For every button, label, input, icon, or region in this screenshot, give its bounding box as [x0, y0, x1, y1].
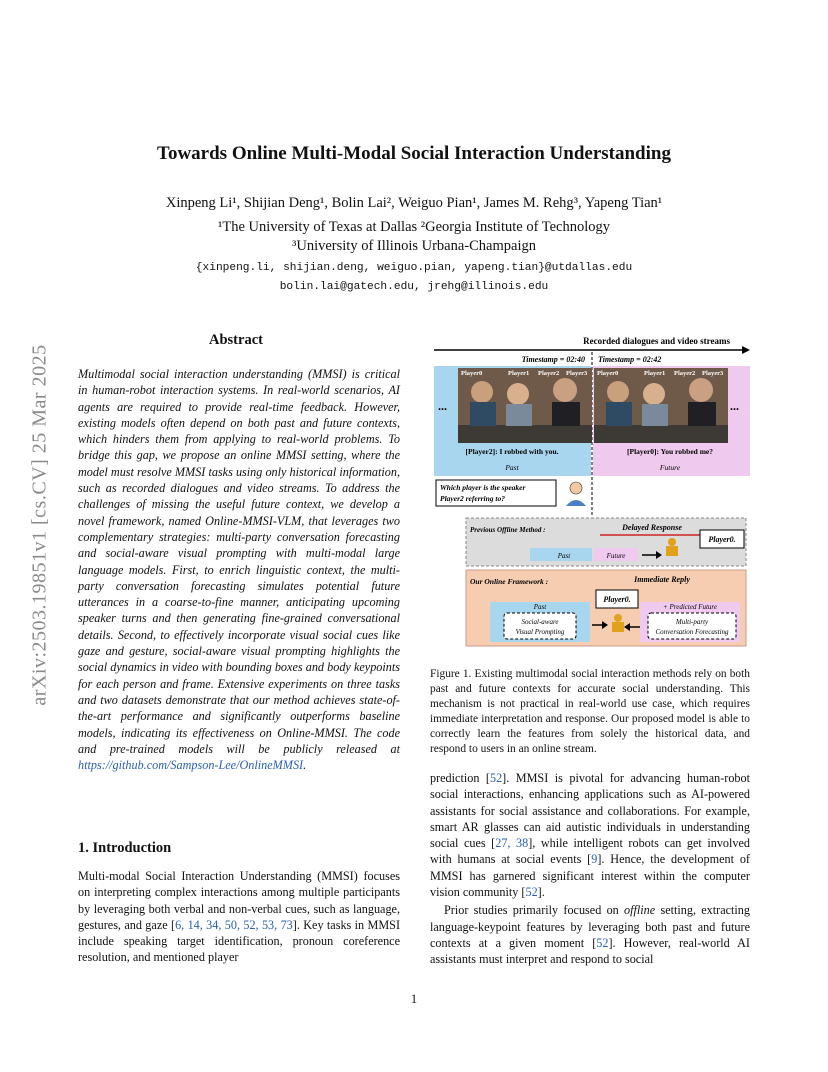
svg-text:...: ... — [438, 399, 447, 413]
citation-link[interactable]: 27, 38 — [495, 836, 529, 851]
svg-text:Player3: Player3 — [566, 370, 588, 377]
svg-text:Multi-party: Multi-party — [675, 618, 709, 626]
author-list: Xinpeng Li¹, Shijian Deng¹, Bolin Lai², Weiguo Pian¹, James M. Rehg³, Yapeng Tian¹ — [165, 195, 663, 211]
timestamp-right: Timestamp = 02:42 — [598, 355, 662, 364]
right-column-text: prediction [52]. MMSI is pivotal for advancing human-robot social interactions, enhancing applications such as AI-powered assistants for social assistance and collaborations. For example, smart AR glasses can aid autistic individuals in understanding social cues [27, 38], while intelligent robots can get involved with humans at social events [9]. Hence, the development of MMSI has garnered significant interest within the computer vision community [52]. Prior studies primarily focused on offline setting, extracting language-keypoint features by leveraging both past and future contexts at a given moment [52]. However, real-world AI assistants must interpret and respond to social — [430, 771, 750, 967]
utterance-past: [Player2]: I robbed with you. — [465, 447, 559, 456]
svg-text:Immediate Reply: Immediate Reply — [634, 575, 690, 584]
citation-link[interactable]: 52 — [489, 771, 503, 785]
svg-text:Player1: Player1 — [508, 370, 530, 377]
figure-top-label: Recorded dialogues and video streams — [583, 336, 730, 346]
affiliation-line-1: ¹The University of Texas at Dallas ²Georgia Institute of Technology — [217, 219, 611, 235]
svg-text:Player2: Player2 — [674, 370, 696, 377]
svg-text:Past: Past — [505, 463, 519, 472]
timestamp-left: Timestamp = 02:40 — [521, 355, 585, 364]
email-line-1: {xinpeng.li, shijian.deng, weiguo.pian, yapeng.tian}@utdallas.edu — [195, 262, 633, 274]
figure-caption: Figure 1. Existing multimodal social interaction methods rely on both past and future contexts for accurate social understanding. This mechanism is not practical in real-world use case, which requires immediate interpretation and response. Our proposed model is able to correctly learn the features from solely the historical data, and respond to users in an online stream. — [430, 668, 750, 755]
svg-text:Player1: Player1 — [644, 370, 666, 377]
svg-text:Player0: Player0 — [597, 370, 619, 377]
svg-text:Player3: Player3 — [702, 370, 724, 377]
code-link[interactable]: https://github.com/Sampson-Lee/OnlineMMSI — [78, 758, 304, 773]
affiliation-line-2: ³University of Illinois Urbana-Champaign — [292, 238, 536, 254]
svg-text:Visual Prompting: Visual Prompting — [515, 628, 565, 636]
svg-text:Future: Future — [659, 463, 681, 472]
citation-link[interactable]: 52 — [596, 935, 609, 950]
svg-text:Player2 referring to?: Player2 referring to? — [440, 494, 505, 503]
arxiv-stamp: arXiv:2503.19851v1 [cs.CV] 25 Mar 2025 — [28, 344, 51, 706]
robot-icon — [666, 546, 678, 556]
svg-text:Future: Future — [606, 552, 626, 560]
introduction-paragraph: Multi-modal Social Interaction Understanding (MMSI) focuses on interpreting complex interactions among multiple participants by leveraging both verbal and non-verbal cues, such as language, gestures, and gaze [6, 14, 34, 50, 52, 53, 73]. Key tasks in MMSI include speaking target identification, pronoun coreference resolution, and mentioned player — [78, 869, 401, 965]
citation-link[interactable]: 6, 14, 34, 50, 52, 53, 73 — [175, 917, 293, 932]
svg-text:Past: Past — [533, 603, 547, 611]
robot-icon — [612, 622, 624, 632]
citation-link[interactable]: 52 — [525, 885, 538, 900]
svg-text:Player0: Player0 — [461, 370, 483, 377]
abstract-text: Multimodal social interaction understanding (MMSI) is critical in human-robot interaction systems. In real-world scenarios, AI agents are required to provide real-time feedback. However, existing models often depend on both past and future contexts, which hinders them from applying to real-world problems. To bridge this gap, we propose an online MMSI setting, where the model must resolve MMSI tasks using only historical information, such as recorded dialogues and video streams. To address the challenges of missing the useful future context, we develop a novel framework, named Online-MMSI-VLM, that leverages two complementary strategies: multi-party conversation forecasting and social-aware visual prompting with multi-modal large language models. First, to enrich linguistic context, the multi-party conversation forecasting simulates potential future utterances in a coarse-to-fine manner, anticipating upcoming speaker turns and then generating fine-grained conversational details. Second, to effectively incorporate visual social cues like gaze and gesture, social-aware visual prompting highlights the social dynamics in video with bounding boxes and body keypoints for each person and frame. Extensive experiments on three tasks and two datasets demonstrate that our method achieves state-of-the-art performance and significantly outperforms baseline models, indicating its effectiveness on Online-MMSI. The code and pre-trained models will be publicly released at https://github.com/Sampson-Lee/OnlineMMSI. — [78, 367, 400, 773]
svg-text:Our Online Framework :: Our Online Framework : — [470, 577, 549, 586]
figure-1 — [430, 330, 750, 650]
abstract-heading: Abstract — [209, 332, 263, 348]
svg-text:Player0.: Player0. — [603, 595, 631, 604]
page-number: 1 — [410, 992, 418, 1006]
svg-text:Past: Past — [557, 552, 571, 560]
user-icon — [570, 482, 582, 494]
svg-text:Player0.: Player0. — [708, 535, 736, 544]
svg-text:Which player is the speaker: Which player is the speaker — [440, 483, 526, 492]
utterance-future: [Player0]: You robbed me? — [626, 447, 714, 456]
introduction-heading: 1. Introduction — [78, 840, 172, 856]
svg-text:Conversation Forecasting: Conversation Forecasting — [655, 628, 729, 636]
svg-text:Player2: Player2 — [538, 370, 560, 377]
paper-title: Towards Online Multi-Modal Social Interaction Understanding — [157, 143, 671, 164]
email-line-2: bolin.lai@gatech.edu, jrehg@illinois.edu — [279, 281, 549, 293]
svg-text:Social-aware: Social-aware — [521, 618, 559, 626]
svg-text:Previous Offline Method :: Previous Offline Method : — [470, 526, 546, 534]
svg-text:...: ... — [730, 399, 739, 413]
svg-text:Delayed Response: Delayed Response — [622, 523, 682, 532]
citation-link[interactable]: 9 — [591, 852, 598, 867]
svg-text:+ Predicted Future: + Predicted Future — [663, 603, 717, 611]
